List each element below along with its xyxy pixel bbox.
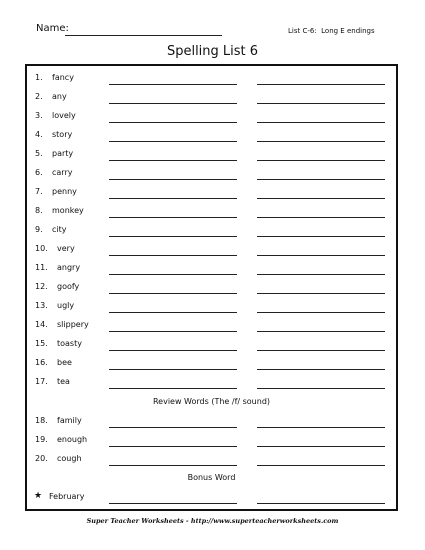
word-row <box>27 221 396 240</box>
answer-line-1 <box>109 369 237 370</box>
spelling-word: lovely <box>52 111 76 120</box>
word-number: 19. <box>35 435 48 444</box>
footer-credit: Super Teacher Worksheets - http://www.superteacherworksheets.com <box>86 517 339 525</box>
spelling-word: cough <box>57 454 82 463</box>
word-number: 10. <box>35 244 48 253</box>
answer-line-1 <box>109 388 237 389</box>
page-title: Spelling List 6 <box>166 44 259 59</box>
spelling-word: carry <box>52 168 73 177</box>
word-row <box>27 145 396 164</box>
spelling-word: party <box>52 149 74 158</box>
word-row <box>27 183 396 202</box>
word-number: 13. <box>35 301 48 310</box>
answer-line-2 <box>257 103 385 104</box>
review-heading: Review Words (The /f/ sound) <box>152 397 271 406</box>
spelling-list-box <box>25 64 398 511</box>
bonus-row <box>27 488 396 507</box>
word-number: 7. <box>35 187 43 196</box>
word-row <box>27 316 396 335</box>
answer-line-1 <box>109 141 237 142</box>
spelling-word: family <box>57 416 82 425</box>
answer-line-2 <box>257 141 385 142</box>
word-row <box>27 335 396 354</box>
word-number: 12. <box>35 282 48 291</box>
answer-line-2 <box>257 198 385 199</box>
answer-line-2 <box>257 503 385 504</box>
answer-line-2 <box>257 274 385 275</box>
answer-line-2 <box>257 427 385 428</box>
spelling-word: story <box>52 130 73 139</box>
word-row <box>27 431 396 450</box>
word-number: 18. <box>35 416 48 425</box>
spelling-word: enough <box>57 435 88 444</box>
word-row <box>27 240 396 259</box>
answer-line-2 <box>257 84 385 85</box>
word-number: 14. <box>35 320 48 329</box>
spelling-word: penny <box>52 187 77 196</box>
spelling-word: ugly <box>57 301 75 310</box>
name-line <box>65 35 222 36</box>
answer-line-1 <box>109 255 237 256</box>
word-number: 8. <box>35 206 43 215</box>
word-row <box>27 297 396 316</box>
word-number: 1. <box>35 73 43 82</box>
word-number: 20. <box>35 454 48 463</box>
answer-line-2 <box>257 122 385 123</box>
spelling-word: tea <box>57 377 70 386</box>
word-number: 9. <box>35 225 43 234</box>
spelling-word: city <box>52 225 67 234</box>
answer-line-1 <box>109 236 237 237</box>
answer-line-1 <box>109 198 237 199</box>
answer-line-1 <box>109 293 237 294</box>
answer-line-2 <box>257 369 385 370</box>
word-number: 6. <box>35 168 43 177</box>
answer-line-2 <box>257 179 385 180</box>
star-icon: ★ <box>34 491 43 501</box>
word-row <box>27 107 396 126</box>
word-row <box>27 373 396 392</box>
answer-line-2 <box>257 293 385 294</box>
word-row <box>27 164 396 183</box>
answer-line-1 <box>109 446 237 447</box>
word-row <box>27 259 396 278</box>
word-number: 2. <box>35 92 43 101</box>
answer-line-2 <box>257 350 385 351</box>
bonus-heading: Bonus Word <box>187 473 236 482</box>
word-row <box>27 69 396 88</box>
answer-line-1 <box>109 465 237 466</box>
word-row <box>27 278 396 297</box>
spelling-word: slippery <box>57 320 89 329</box>
word-number: 16. <box>35 358 48 367</box>
word-row <box>27 202 396 221</box>
spelling-word: goofy <box>57 282 80 291</box>
answer-line-1 <box>109 217 237 218</box>
answer-line-2 <box>257 312 385 313</box>
answer-line-2 <box>257 255 385 256</box>
answer-line-1 <box>109 503 237 504</box>
answer-line-1 <box>109 84 237 85</box>
list-tag: List C-6: Long E endings <box>288 27 375 35</box>
answer-line-1 <box>109 160 237 161</box>
spelling-word: toasty <box>57 339 82 348</box>
word-number: 17. <box>35 377 48 386</box>
answer-line-2 <box>257 446 385 447</box>
answer-line-1 <box>109 179 237 180</box>
spelling-word: very <box>57 244 75 253</box>
word-row <box>27 450 396 469</box>
answer-line-2 <box>257 465 385 466</box>
answer-line-1 <box>109 103 237 104</box>
answer-line-1 <box>109 350 237 351</box>
answer-line-1 <box>109 274 237 275</box>
answer-line-2 <box>257 331 385 332</box>
spelling-word: monkey <box>52 206 84 215</box>
word-number: 3. <box>35 111 43 120</box>
bonus-word: February <box>49 492 85 501</box>
word-number: 11. <box>35 263 48 272</box>
answer-line-2 <box>257 217 385 218</box>
answer-line-1 <box>109 122 237 123</box>
word-number: 4. <box>35 130 43 139</box>
answer-line-1 <box>109 312 237 313</box>
spelling-word: any <box>52 92 67 101</box>
word-row <box>27 412 396 431</box>
name-label: Name: <box>36 23 69 34</box>
answer-line-1 <box>109 331 237 332</box>
answer-line-2 <box>257 388 385 389</box>
word-number: 5. <box>35 149 43 158</box>
answer-line-1 <box>109 427 237 428</box>
word-row <box>27 88 396 107</box>
answer-line-2 <box>257 236 385 237</box>
answer-line-2 <box>257 160 385 161</box>
word-number: 15. <box>35 339 48 348</box>
spelling-word: bee <box>57 358 72 367</box>
spelling-word: fancy <box>52 73 74 82</box>
spelling-word: angry <box>57 263 81 272</box>
word-row <box>27 354 396 373</box>
word-row <box>27 126 396 145</box>
